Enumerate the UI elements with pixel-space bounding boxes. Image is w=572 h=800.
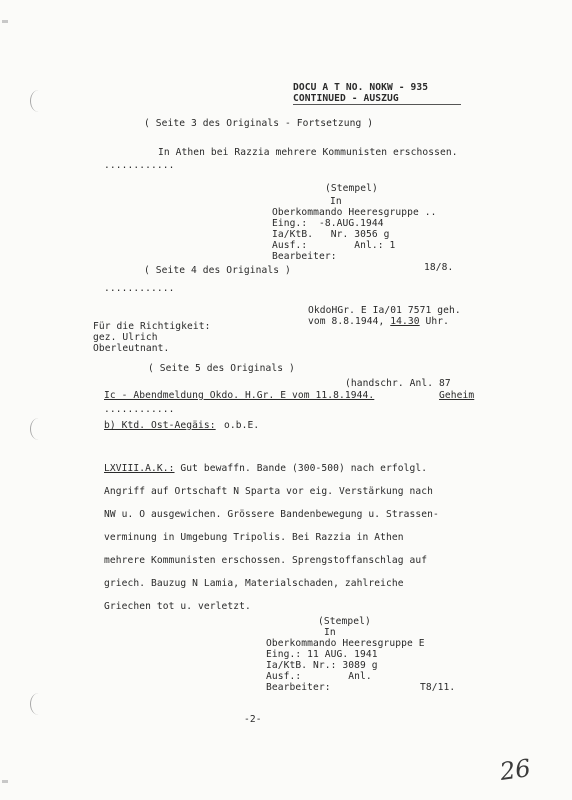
ktd-value: o.b.E. <box>224 420 260 431</box>
scan-edge-mark <box>2 20 8 23</box>
stamp1-title: (Stempel) <box>325 183 378 194</box>
stamp2-command: Oberkommando Heeresgruppe E <box>266 638 425 649</box>
document-number: DOCU A T NO. NOKW - 935 <box>293 82 429 93</box>
page3-text: In Athen bei Razzia mehrere Kommunisten erschossen. <box>158 147 458 158</box>
report-line: verminung in Umgebung Tripolis. Bei Razzia in Athen <box>104 532 404 543</box>
report-line: Griechen tot u. verletzt. <box>104 601 251 612</box>
stamp2-received: Eing.: 11 AUG. 1941 <box>266 649 378 660</box>
report-line: LXVIII.A.K.: Gut bewaffn. Bande (300-500) nach erfolgl. <box>104 463 428 474</box>
handwritten-note: (handschr. Anl. 87 <box>345 378 451 389</box>
page5-label: ( Seite 5 des Originals ) <box>148 363 295 374</box>
stamp2-register: Ia/KtB. Nr.: 3089 g <box>266 660 378 671</box>
corps-name: LXVIII.A.K.: <box>104 463 175 474</box>
report-line: Angriff auf Ortschaft N Sparta vor eig. Verstärkung nach <box>104 486 434 497</box>
report-line: NW u. O ausgewichen. Grössere Bandenbewegung u. Strassen- <box>104 509 439 520</box>
punch-hole-mark <box>30 693 47 715</box>
stamp2-copies: Ausf.: Anl. <box>266 671 372 682</box>
stamp2-clerk: Bearbeiter: <box>266 682 331 693</box>
page4-reference-date: vom 8.8.1944, 14.30 Uhr. <box>308 316 450 327</box>
page3-dots: ............ <box>104 160 175 171</box>
punch-hole-mark <box>30 90 47 112</box>
stamp1-in: In <box>330 196 342 207</box>
stamp2-title: (Stempel) <box>318 616 371 627</box>
stamp2-initials: T8/11. <box>420 682 456 693</box>
stamp1-command: Oberkommando Heeresgruppe .. <box>272 207 437 218</box>
report-line: mehrere Kommunisten erschossen. Sprengstoffanschlag auf <box>104 555 428 566</box>
ic-evening-report: Ic - Abendmeldung Okdo. H.Gr. E vom 11.8.1944. <box>104 390 375 401</box>
stamp2-in: In <box>324 627 336 638</box>
punch-hole-mark <box>30 418 47 440</box>
page4-label: ( Seite 4 des Originals ) <box>144 265 291 276</box>
stamp1-clerk: Bearbeiter: <box>272 251 337 262</box>
certification-signed: gez. Ulrich <box>93 332 158 343</box>
page4-dots: ............ <box>104 283 175 294</box>
stamp1-copies: Ausf.: Anl.: 1 <box>272 240 396 251</box>
scan-edge-mark <box>2 780 8 783</box>
report-line: griech. Bauzug N Lamia, Materialschaden, zahlreiche <box>104 578 404 589</box>
ktd-label: b) Ktd. Ost-Aegäis: <box>104 420 216 431</box>
stamp1-initials: 18/8. <box>424 262 454 273</box>
stamp1-register: Ia/KtB. Nr. 3056 g <box>272 229 390 240</box>
page-number: -2- <box>244 714 262 725</box>
header-underline <box>293 104 461 105</box>
certification-line: Für die Richtigkeit: <box>93 321 211 332</box>
continued-line: CONTINUED - AUSZUG <box>293 93 399 104</box>
page3-label: ( Seite 3 des Originals - Fortsetzung ) <box>144 118 374 129</box>
stamp1-received: Eing.: -8.AUG.1944 <box>272 218 384 229</box>
handwritten-page-number: 26 <box>498 754 533 786</box>
page5-dots: ............ <box>104 404 175 415</box>
page4-reference: OkdoHGr. E Ia/01 7571 geh. <box>308 305 461 316</box>
certification-rank: Oberleutnant. <box>93 343 170 354</box>
time-underlined: 14.30 <box>390 316 420 327</box>
secret-marking: Geheim <box>439 390 475 401</box>
